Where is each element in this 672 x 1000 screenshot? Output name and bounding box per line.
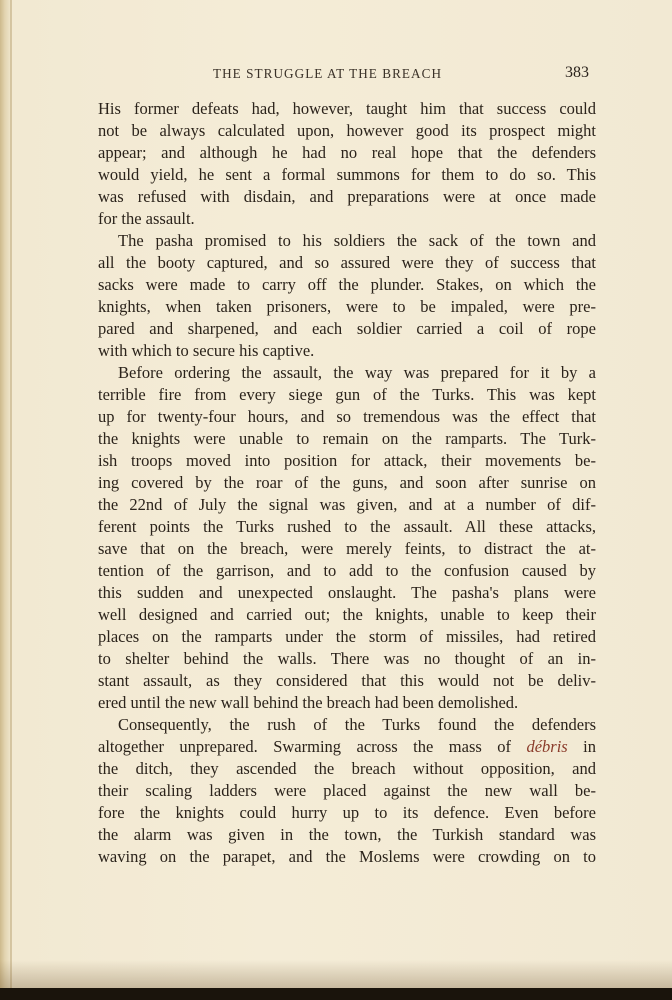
text-segment: altogether unprepared. Swarming across the mass of <box>98 737 511 756</box>
page-bottom-shadow <box>0 960 672 988</box>
text-line: Before ordering the assault, the way was prepared for it by a <box>118 363 596 382</box>
text-line: to shelter behind the walls. There was no thought of an in- <box>98 649 596 668</box>
text-line: fore the knights could hurry up to its defence. Even before <box>98 803 596 822</box>
text-line: well designed and carried out; the knights, unable to keep their <box>98 605 596 624</box>
text-line: appear; and although he had no real hope that the defenders <box>98 143 596 162</box>
page-spine-edge <box>10 0 12 988</box>
text-line: ing covered by the roar of the guns, and soon after sunrise on <box>98 473 596 492</box>
text-line: ferent points the Turks rushed to the assault. All these attacks, <box>98 517 596 536</box>
text-line: pared and sharpened, and each soldier carried a coil of rope <box>98 319 596 338</box>
text-line: for the assault. <box>98 209 195 228</box>
italic-word: débris <box>526 737 568 756</box>
text-line: not be always calculated upon, however good its prospect might <box>98 121 596 140</box>
text-line: ish troops moved into position for attack, their movements be- <box>98 451 596 470</box>
text-line: was refused with disdain, and preparations were at once made <box>98 187 596 206</box>
text-line: terrible fire from every siege gun of the Turks. This was kept <box>98 385 596 404</box>
text-line: save that on the breach, were merely feints, to distract the at- <box>98 539 596 558</box>
text-line: sacks were made to carry off the plunder. Stakes, on which the <box>98 275 596 294</box>
text-line: the 22nd of July the signal was given, and at a number of dif- <box>98 495 596 514</box>
text-line <box>98 736 596 758</box>
text-line: knights, when taken prisoners, were to be impaled, were pre- <box>98 297 596 316</box>
text-line: Consequently, the rush of the Turks found the defenders <box>118 715 596 734</box>
page-number: 383 <box>565 64 589 81</box>
text-line: waving on the parapet, and the Moslems were crowding on to <box>98 847 596 866</box>
text-line: His former defeats had, however, taught him that success could <box>98 99 596 118</box>
text-line: the knights were unable to remain on the ramparts. The Turk- <box>98 429 596 448</box>
text-line: places on the ramparts under the storm of missiles, had retired <box>98 627 596 646</box>
text-line: all the booty captured, and so assured were they of success that <box>98 253 596 272</box>
text-line: the alarm was given in the town, the Turkish standard was <box>98 825 596 844</box>
body-text <box>98 98 596 868</box>
text-line: stant assault, as they considered that this would not be deliv- <box>98 671 596 690</box>
text-line: The pasha promised to his soldiers the sack of the town and <box>118 231 596 250</box>
text-line: with which to secure his captive. <box>98 341 315 360</box>
text-line: the ditch, they ascended the breach without opposition, and <box>98 759 596 778</box>
text-line: tention of the garrison, and to add to the confusion caused by <box>98 561 596 580</box>
text-line: this sudden and unexpected onslaught. The pasha's plans were <box>98 583 596 602</box>
text-line: up for twenty-four hours, and so tremendous was the effect that <box>98 407 596 426</box>
text-line: their scaling ladders were placed against the new wall be- <box>98 781 596 800</box>
text-line: ered until the new wall behind the breach had been demolished. <box>98 693 519 712</box>
text-segment: in <box>583 737 596 756</box>
running-head: THE STRUGGLE AT THE BREACH <box>213 66 443 81</box>
text-line: would yield, he sent a formal summons for them to do so. This <box>98 165 596 184</box>
